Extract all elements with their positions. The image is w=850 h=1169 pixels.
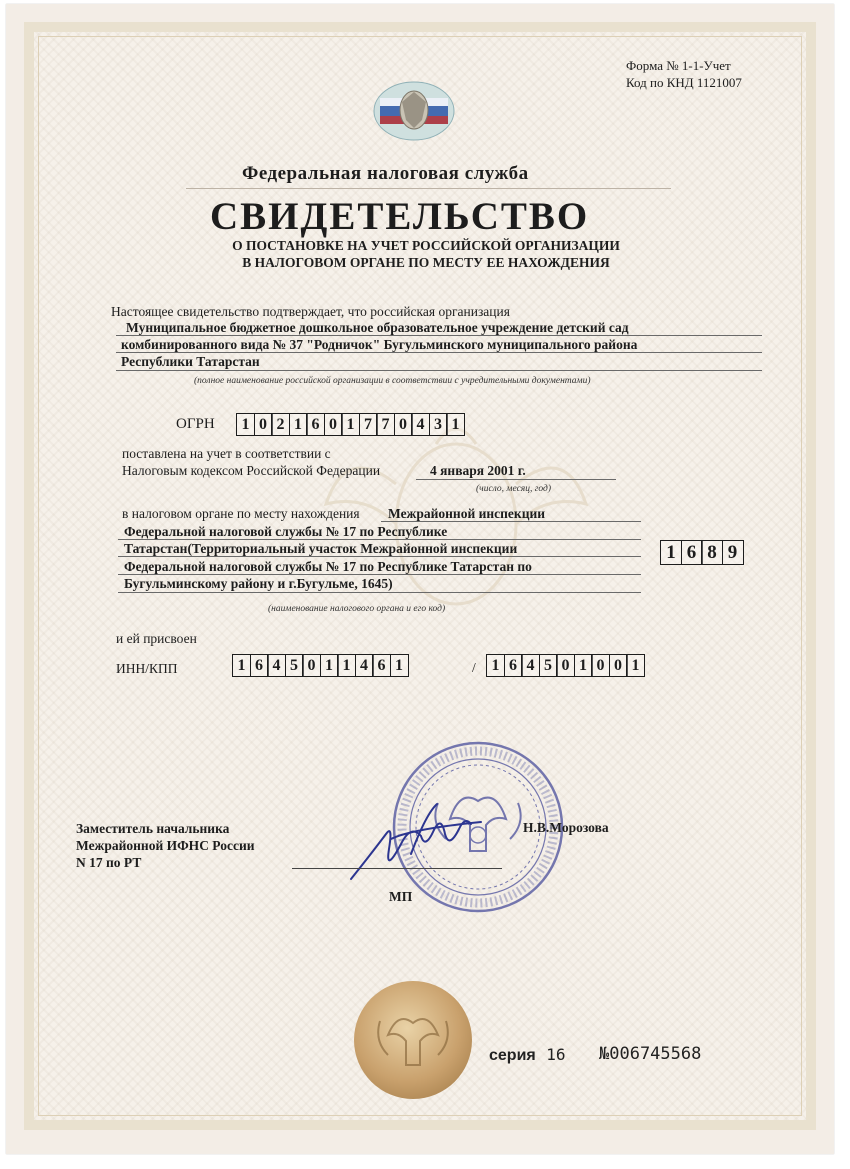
inn-digit: 1: [337, 654, 356, 677]
ogrn-digit: 1: [341, 413, 360, 436]
ogrn-digit: 6: [306, 413, 325, 436]
registration-date: 4 января 2001 г.: [430, 463, 526, 478]
inn-digit: 4: [355, 654, 374, 677]
tax-code-digit: 8: [701, 540, 723, 565]
ogrn-digit: 0: [254, 413, 273, 436]
tax-authority-line-5: Бугульминскому району и г.Бугульме, 1645): [124, 576, 393, 591]
agency-name: Федеральная налоговая служба: [242, 163, 529, 184]
tax-authority-code-boxes: [660, 540, 742, 565]
inn-kpp-separator: /: [472, 660, 476, 675]
ogrn-digit: 0: [394, 413, 413, 436]
inn-digit: 6: [250, 654, 269, 677]
kpp-digit: 6: [504, 654, 523, 677]
inn-kpp-label: ИНН/КПП: [116, 661, 178, 676]
tax-authority-intro: в налоговом органе по месту нахождения: [122, 506, 360, 521]
kpp-digit: 1: [574, 654, 593, 677]
kpp-digit: 5: [539, 654, 558, 677]
form-number-block: [626, 57, 742, 91]
inn-digit: 1: [390, 654, 409, 677]
tax-code-digit: 6: [681, 540, 703, 565]
ogrn-digit: 7: [359, 413, 378, 436]
inn-digit: 5: [285, 654, 304, 677]
intro-text: Настоящее свидетельство подтверждает, что российская организация: [111, 304, 510, 319]
series-value: 16: [546, 1045, 566, 1064]
inn-digit: 0: [302, 654, 321, 677]
tax-code-digit: 1: [660, 540, 682, 565]
ogrn-label: ОГРН: [176, 416, 215, 432]
eagle-emblem-icon: [372, 80, 456, 142]
kpp-digit: 0: [556, 654, 575, 677]
signer-title-line-2: Межрайонной ИФНС России: [76, 838, 255, 853]
assigned-text: и ей присвоен: [116, 631, 197, 646]
org-name-line-3: Республики Татарстан: [121, 354, 260, 369]
certificate-sheet: [6, 4, 834, 1154]
inn-boxes: [232, 654, 407, 677]
ogrn-digit: 1: [236, 413, 255, 436]
gold-hologram-seal: [354, 981, 472, 1099]
knd-code: Код по КНД 1121007: [626, 75, 742, 90]
form-number: Форма № 1-1-Учет: [626, 58, 731, 73]
ogrn-boxes: [236, 413, 464, 436]
signer-name: Н.В.Морозова: [523, 820, 609, 835]
inn-digit: 1: [232, 654, 251, 677]
inn-digit: 4: [267, 654, 286, 677]
tax-authority-line-3: Татарстан(Территориальный участок Межрайонной инспекции: [124, 541, 518, 556]
signer-title: [76, 820, 255, 871]
ogrn-digit: 3: [429, 413, 448, 436]
tax-authority-note: (наименование налогового органа и его код): [268, 604, 446, 614]
tax-authority-line-1: Межрайонной инспекции: [388, 506, 546, 521]
tax-authority-line-4: Федеральной налоговой службы № 17 по Республике Татарстан по: [124, 559, 532, 574]
kpp-digit: 0: [591, 654, 610, 677]
handwritten-signature: [341, 794, 491, 889]
tax-authority-line-2: Федеральной налоговой службы № 17 по Республике: [124, 524, 448, 539]
header-divider: [186, 188, 671, 189]
ogrn-digit: 4: [411, 413, 430, 436]
registration-text-2: Налоговым кодексом Российской Федерации: [122, 463, 381, 478]
eagle-icon: [354, 981, 472, 1099]
kpp-digit: 4: [521, 654, 540, 677]
org-name-line-1: Муниципальное бюджетное дошкольное образовательное учреждение детский сад: [126, 320, 629, 335]
ogrn-digit: 2: [271, 413, 290, 436]
signer-title-line-3: N 17 по РТ: [76, 855, 142, 870]
signer-title-line-1: Заместитель начальника: [76, 821, 230, 836]
inn-digit: 6: [372, 654, 391, 677]
date-note: (число, месяц, год): [476, 484, 552, 494]
subtitle-line-2: В НАЛОГОВОМ ОРГАНЕ ПО МЕСТУ ЕЕ НАХОЖДЕНИЯ: [242, 255, 610, 270]
ogrn-digit: 1: [289, 413, 308, 436]
kpp-digit: 1: [486, 654, 505, 677]
document-title: СВИДЕТЕЛЬСТВО: [210, 195, 590, 238]
mp-mark: МП: [389, 889, 413, 904]
org-name-note: (полное наименование российской организации в соответствии с учредительными документами): [194, 376, 591, 386]
tax-code-digit: 9: [722, 540, 744, 565]
blank-serial-number: №006745568: [599, 1044, 702, 1064]
series-block: [489, 1045, 565, 1065]
ogrn-digit: 1: [446, 413, 465, 436]
org-name-line-2: комбинированного вида № 37 "Родничок" Бугульминского муниципального района: [121, 337, 638, 352]
kpp-digit: 0: [609, 654, 628, 677]
subtitle-line-1: О ПОСТАНОВКЕ НА УЧЕТ РОССИЙСКОЙ ОРГАНИЗАЦИИ: [232, 238, 620, 253]
ogrn-digit: 7: [376, 413, 395, 436]
kpp-boxes: [486, 654, 644, 677]
registration-text-1: поставлена на учет в соответствии с: [122, 446, 331, 461]
ogrn-digit: 0: [324, 413, 343, 436]
series-label: серия: [489, 1047, 536, 1064]
kpp-digit: 1: [626, 654, 645, 677]
inn-digit: 1: [320, 654, 339, 677]
